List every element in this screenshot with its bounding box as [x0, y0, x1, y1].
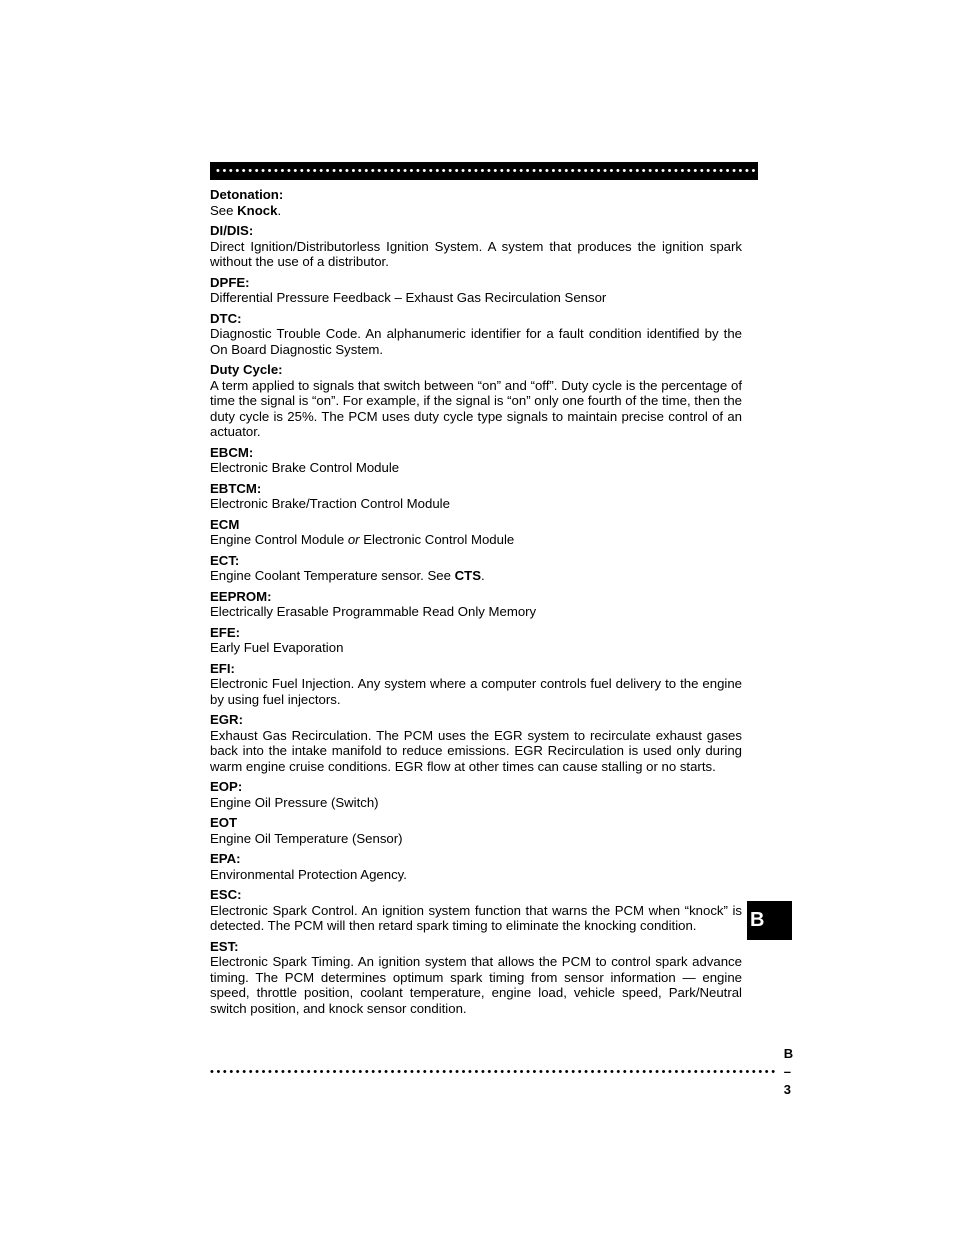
glossary-entry: [210, 779, 742, 810]
glossary-entry: [210, 661, 742, 708]
glossary-term: ESC:: [210, 887, 242, 902]
glossary-entry: [210, 589, 742, 620]
glossary-definition: See Knock.: [210, 202, 282, 218]
glossary-term: Detonation:: [210, 187, 284, 202]
glossary-term: DI/DIS:: [210, 223, 254, 238]
glossary-definition: Electronic Brake Control Module: [210, 460, 400, 475]
glossary-definition: A term applied to signals that switch between “on” and “off”. Duty cycle is the percentage of time the signal is “on”. For example, if the signal is “on” only one fourth of the time, then the duty cycle is 25%. The PCM uses duty cycle type signals to maintain precise control of an actuator.: [210, 377, 742, 439]
section-title: Glossary: [787, 165, 837, 177]
glossary-term: EEPROM:: [210, 588, 272, 604]
glossary-entry: [210, 362, 742, 440]
glossary-definition: Direct Ignition/Distributorless Ignition System. A system that produces the ignition spark without the use of a distributor.: [210, 238, 742, 269]
glossary-entry: [210, 445, 742, 476]
glossary-definition: Engine Control Module or Electronic Control Module: [210, 532, 515, 547]
glossary-term: EST:: [210, 938, 239, 954]
glossary-entry: [210, 517, 742, 548]
glossary-definition: Engine Oil Pressure (Switch): [210, 794, 379, 810]
glossary-term: EOT: [210, 815, 238, 830]
glossary-definition: Environmental Protection Agency.: [210, 866, 407, 882]
glossary-entry: [210, 625, 742, 656]
glossary-definition: Early Fuel Evaporation: [210, 640, 344, 655]
glossary-entry: [210, 223, 742, 270]
glossary-term: ECM: [210, 516, 240, 532]
glossary-term: DPFE:: [210, 274, 250, 290]
glossary-term: Duty Cycle:: [210, 362, 283, 377]
glossary-term: EBTCM:: [210, 480, 262, 496]
glossary-term: ECT:: [210, 552, 240, 568]
glossary-term: EPA:: [210, 851, 241, 866]
glossary-entry: [210, 275, 742, 306]
glossary-definition: Engine Oil Temperature (Sensor): [210, 830, 403, 846]
glossary-entry: [210, 815, 742, 846]
section-header-bar: [210, 162, 837, 180]
glossary-term: EOP:: [210, 779, 243, 794]
glossary-list: [210, 187, 742, 1021]
glossary-term: EFI:: [210, 660, 235, 676]
glossary-definition: Electronic Brake/Traction Control Module: [210, 496, 450, 511]
glossary-term: EGR:: [210, 712, 243, 727]
glossary-definition: Electronic Spark Control. An ignition system function that warns the PCM when “knock” is detected. The PCM will then retard spark timing to eliminate the knocking condition.: [210, 902, 742, 933]
section-tab: [747, 901, 792, 940]
glossary-definition: Engine Coolant Temperature sensor. See CTS.: [210, 568, 485, 583]
header-dot-leader: ••••••••••••••••••••••••••••••••••••••••••••••••••••••••••••••••••••••••••••••••••••••••: [216, 165, 784, 177]
glossary-term: EBCM:: [210, 444, 254, 460]
section-tab-label: B: [750, 909, 765, 931]
glossary-term: EFE:: [210, 624, 241, 640]
glossary-entry: [210, 851, 742, 882]
glossary-definition: Diagnostic Trouble Code. An alphanumeric identifier for a fault condition identified by the On Board Diagnostic System.: [210, 326, 742, 357]
glossary-entry: [210, 311, 742, 358]
glossary-entry: [210, 939, 742, 1017]
glossary-entry: [210, 712, 742, 774]
glossary-definition: Exhaust Gas Recirculation. The PCM uses the EGR system to recirculate exhaust gases back into the intake manifold to reduce emissions. EGR Recirculation is used only during warm engine cruise conditions. EGR flow at other times can cause stalling or no starts.: [210, 727, 742, 774]
glossary-entry: [210, 553, 742, 584]
glossary-term: DTC:: [210, 310, 242, 326]
glossary-entry: [210, 887, 742, 934]
page-number: B – 3: [783, 1046, 794, 1097]
glossary-definition: Electronic Spark Timing. An ignition system that allows the PCM to control spark advance timing. The PCM determines optimum spark timing from sensor information — engine speed, throttle position, coolant temperature, engine load, vehicle speed, Park/Neutral switch position, and knock sensor condition.: [210, 954, 742, 1016]
glossary-definition: Electrically Erasable Programmable Read Only Memory: [210, 604, 537, 619]
footer-dot-leader: ••••••••••••••••••••••••••••••••••••••••••••••••••••••••••••••••••••••••••••••••••••••••: [210, 1066, 778, 1078]
page-footer: [210, 1046, 794, 1097]
glossary-entry: [210, 481, 742, 512]
glossary-entry: [210, 187, 742, 218]
glossary-definition: Electronic Fuel Injection. Any system where a computer controls fuel delivery to the engine by using fuel injectors.: [210, 676, 742, 707]
glossary-definition: Differential Pressure Feedback – Exhaust Gas Recirculation Sensor: [210, 290, 607, 305]
